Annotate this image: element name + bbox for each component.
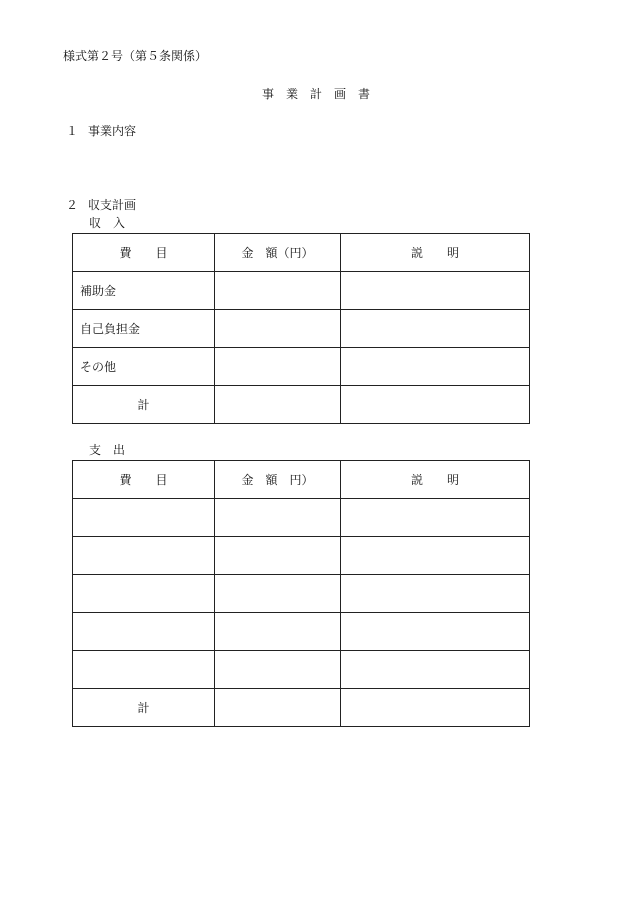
table-row bbox=[73, 651, 530, 689]
description-cell[interactable] bbox=[341, 272, 530, 310]
table-row bbox=[73, 537, 530, 575]
total-row bbox=[73, 689, 530, 727]
section-budget-plan bbox=[66, 198, 136, 212]
header-expense-item: 費 目 bbox=[73, 234, 215, 272]
total-label: 計 bbox=[73, 386, 215, 424]
amount-cell[interactable] bbox=[215, 499, 341, 537]
amount-cell[interactable] bbox=[215, 386, 341, 424]
item-cell: その他 bbox=[73, 348, 215, 386]
table-row bbox=[73, 310, 530, 348]
amount-cell[interactable] bbox=[215, 575, 341, 613]
table-header-row bbox=[73, 461, 530, 499]
total-label: 計 bbox=[73, 689, 215, 727]
table-header-row bbox=[73, 234, 530, 272]
description-cell[interactable] bbox=[341, 651, 530, 689]
item-cell[interactable] bbox=[73, 651, 215, 689]
header-expense-item: 費 目 bbox=[73, 461, 215, 499]
amount-cell[interactable] bbox=[215, 613, 341, 651]
section-label: 収支計画 bbox=[88, 198, 137, 212]
expense-label: 支 出 bbox=[89, 443, 126, 457]
item-cell[interactable] bbox=[73, 537, 215, 575]
item-cell[interactable] bbox=[73, 613, 215, 651]
section-label: 事業内容 bbox=[88, 124, 137, 138]
income-label: 収 入 bbox=[89, 216, 126, 230]
table-row bbox=[73, 272, 530, 310]
form-number: 様式第２号（第５条関係） bbox=[63, 49, 208, 63]
description-cell[interactable] bbox=[341, 499, 530, 537]
amount-cell[interactable] bbox=[215, 651, 341, 689]
amount-cell[interactable] bbox=[215, 348, 341, 386]
description-cell[interactable] bbox=[341, 537, 530, 575]
table-row bbox=[73, 575, 530, 613]
item-cell: 自己負担金 bbox=[73, 310, 215, 348]
header-description: 説 明 bbox=[341, 234, 530, 272]
description-cell[interactable] bbox=[341, 689, 530, 727]
section-business-content bbox=[66, 124, 136, 138]
table-row bbox=[73, 348, 530, 386]
document-title: 事 業 計 画 書 bbox=[262, 87, 371, 101]
description-cell[interactable] bbox=[341, 613, 530, 651]
expense-table bbox=[72, 460, 530, 727]
header-amount: 金 額（円） bbox=[215, 234, 341, 272]
section-number: １ bbox=[66, 124, 79, 138]
description-cell[interactable] bbox=[341, 386, 530, 424]
table-row bbox=[73, 499, 530, 537]
section-number: ２ bbox=[66, 198, 79, 212]
total-row bbox=[73, 386, 530, 424]
item-cell[interactable] bbox=[73, 499, 215, 537]
item-cell: 補助金 bbox=[73, 272, 215, 310]
header-description: 説 明 bbox=[341, 461, 530, 499]
amount-cell[interactable] bbox=[215, 310, 341, 348]
description-cell[interactable] bbox=[341, 575, 530, 613]
table-row bbox=[73, 613, 530, 651]
item-cell[interactable] bbox=[73, 575, 215, 613]
header-amount: 金 額 円） bbox=[215, 461, 341, 499]
amount-cell[interactable] bbox=[215, 689, 341, 727]
income-table bbox=[72, 233, 530, 424]
amount-cell[interactable] bbox=[215, 537, 341, 575]
amount-cell[interactable] bbox=[215, 272, 341, 310]
description-cell[interactable] bbox=[341, 348, 530, 386]
description-cell[interactable] bbox=[341, 310, 530, 348]
